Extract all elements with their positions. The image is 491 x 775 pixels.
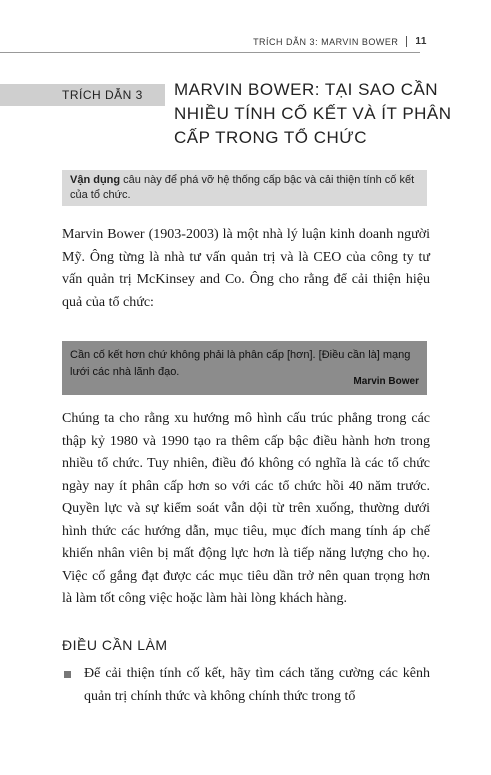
chapter-title: MARVIN BOWER: TẠI SAO CẦN NHIỀU TÍNH CỐ KẾT VÀ ÍT PHÂN CẤP TRONG TỔ CHỨC [174,80,452,147]
apply-label: Vận dụng [70,174,121,186]
quote-author: Marvin Bower [353,376,419,387]
quote-tag: TRÍCH DẪN 3 [0,84,165,106]
running-title: TRÍCH DẪN 3: MARVIN BOWER [253,36,399,47]
page-number: 11 [415,36,427,47]
bullet-square-icon [64,671,71,678]
bullet-text: Để cải thiện tính cố kết, hãy tìm cách tăng cường các kênh quản trị chính thức và không chính thức trong tổ [84,666,430,704]
intro-paragraph: Marvin Bower (1903-2003) là một nhà lý luận kinh doanh người Mỹ. Ông từng là nhà tư vấn quản trị và là CEO của công ty tư vấn quản trị McKinsey and Co. Ông cho rằng để cải thiện hiệu quả của tổ chức: [62,227,430,310]
quote-box [62,341,427,395]
apply-text: câu này để phá vỡ hệ thống cấp bậc và cải thiện tính cố kết của tổ chức. [70,174,415,201]
bullet-item [62,663,430,708]
header-rule [0,52,420,53]
body-paragraph: Chúng ta cho rằng xu hướng mô hình cấu trúc phẳng trong các thập kỷ 1980 và 1990 tạo ra thêm cấp bậc điều hành hơn trong nhiều tổ chức. Tuy nhiên, điều đó không có nghĩa là các tổ chức ngày nay ít phân cấp hơn so với các tổ chức hồi 40 năm trước. Quyền lực và sự kiểm soát vẫn dội từ trên xuống, thường dưới hình thức các hướng dẫn, mục tiêu, mục đích mang tính áp chế khiến nhân viên bị mất động lực hơn là tiếp năng lượng cho họ. Việc cố gắng đạt được các mục tiêu dần trở nên quan trọng hơn là làm tốt công việc hoặc làm hài lòng khách hàng. [62,411,430,606]
section-heading: ĐIỀU CẦN LÀM [62,637,168,653]
apply-box [62,170,427,206]
header-divider [406,36,407,47]
running-header [253,36,427,47]
quote-text: Cần cố kết hơn chứ không phải là phân cấp [hơn]. [Điều cần là] mạng lưới các nhà lãnh đạo. [70,349,411,378]
